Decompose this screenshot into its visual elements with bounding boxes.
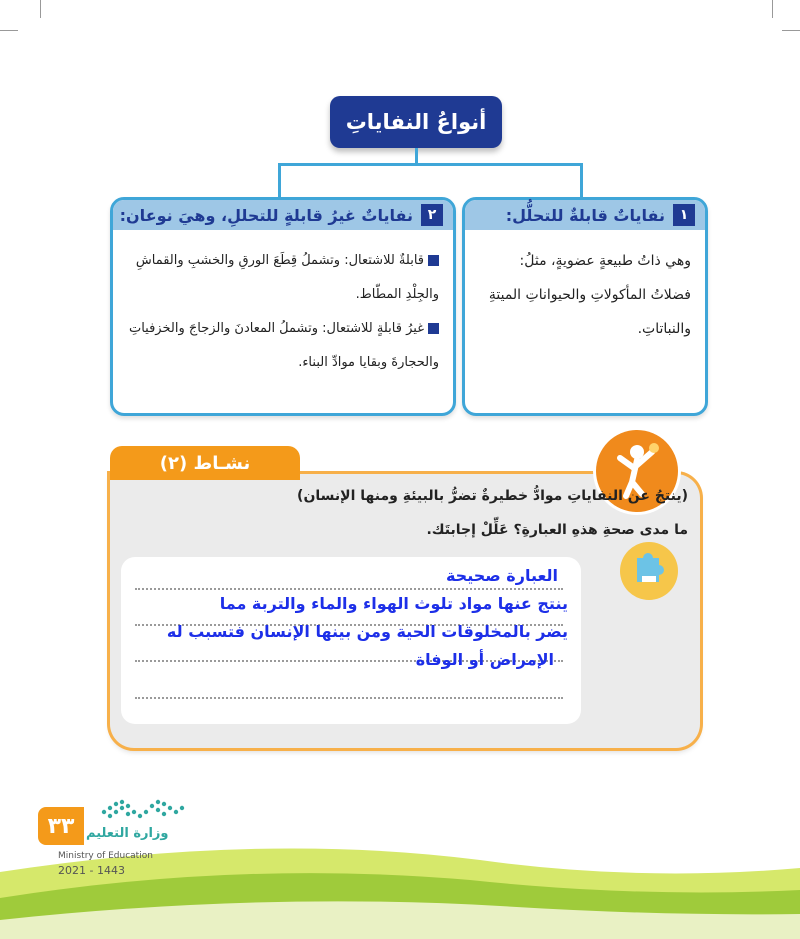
handwritten-answer-line: يضر بالمخلوقات الحية ومن بينها الإنسان فتسبب له: [166, 622, 568, 641]
ministry-logo-icon: [98, 794, 190, 828]
category-description: [125, 244, 439, 380]
puzzle-icon: [620, 542, 678, 600]
category-number-badge: ٢: [421, 204, 443, 226]
connector-line: [278, 163, 281, 199]
category-header: [113, 200, 453, 230]
activity-question: ما مدى صحةِ هذهِ العبارةِ؟ عَلِّلْ إجابتَك.: [426, 522, 688, 538]
category-heading: نفاياتٌ قابلةٌ للتحلُّل:: [505, 205, 665, 225]
page-number: ٣٣: [38, 807, 84, 845]
handwritten-answer-line: ينتج عنها مواد تلوث الهواء والماء والتربة مما: [219, 594, 568, 613]
square-bullet-icon: [428, 323, 439, 334]
dotted-line: [135, 588, 563, 590]
category-number-badge: ١: [673, 204, 695, 226]
category-header: [465, 200, 705, 230]
ministry-name-english: Ministry of Education: [58, 851, 153, 861]
category-line: قابلةٌ للاشتعال: وتشملُ قِطَعَ الورقِ والخشبِ والقماشِ: [135, 253, 424, 268]
category-line: والجِلْدِ المطّاط.: [355, 287, 439, 302]
ministry-name-arabic: وزارة التعليم: [86, 826, 169, 841]
connector-line: [580, 163, 583, 199]
crop-mark: [0, 30, 18, 31]
category-line: وهي ذاتُ طبيعةٍ عضويةٍ، مثلُ:: [519, 253, 691, 269]
activity-statement: (ينتجُ عن النفاياتِ موادُّ خطيرةٌ تضرُّ بالبيئةِ ومنها الإنسان): [297, 488, 688, 504]
connector-line: [415, 148, 418, 164]
connector-line: [278, 163, 582, 166]
activity-label: نشـاط (٢): [110, 446, 300, 480]
category-heading: نفاياتٌ غيرُ قابلةٍ للتحللِ، وهيَ نوعان:: [119, 205, 413, 225]
category-box-biodegradable: [462, 197, 708, 416]
crop-mark: [782, 30, 800, 31]
edition-year: 2021 - 1443: [58, 864, 125, 877]
crop-mark: [772, 0, 773, 18]
crop-mark: [40, 0, 41, 18]
category-line: والنباتاتِ.: [637, 321, 691, 337]
category-description: [477, 244, 691, 346]
category-box-non-biodegradable: [110, 197, 456, 416]
category-line: والحجارةَ وبقايا موادِّ البناء.: [298, 355, 439, 370]
dotted-line: [135, 697, 563, 699]
category-line: فضلاتُ المأكولاتِ والحيواناتِ الميتةِ: [488, 287, 691, 303]
square-bullet-icon: [428, 255, 439, 266]
page-title: أنواعُ النفاياتِ: [330, 96, 502, 148]
category-line: غيرُ قابلةٍ للاشتعال: وتشملُ المعادنَ والزجاجَ والخزفياتِ: [128, 321, 424, 336]
handwritten-answer-line: العبارة صحيحة: [445, 566, 558, 585]
handwritten-answer-line: الإمراض أو الوفاة: [415, 650, 554, 669]
